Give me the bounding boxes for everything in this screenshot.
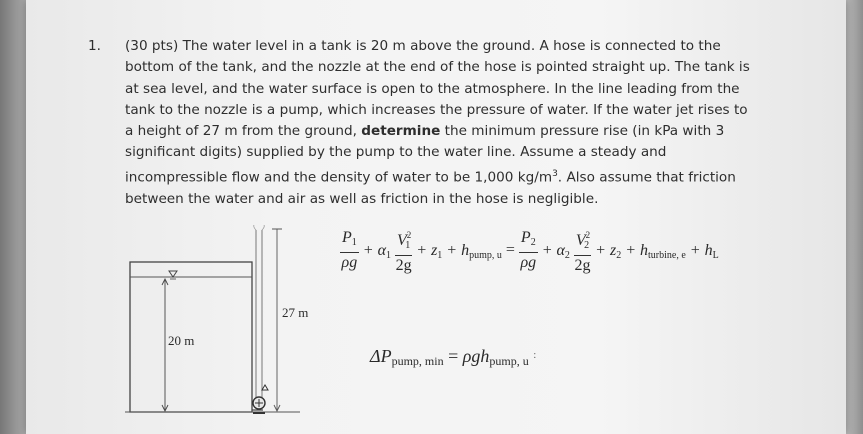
h-turbine-symbol: + h bbox=[625, 241, 648, 259]
h-loss-subscript: L bbox=[712, 249, 719, 261]
p2-subscript: 2 bbox=[530, 237, 536, 248]
z2-term bbox=[595, 242, 621, 259]
z1-subscript: 1 bbox=[437, 249, 443, 261]
rho-g-denominator: ρg bbox=[341, 254, 358, 271]
problem-line: between the water and air as well as friction in the hose is negligible. bbox=[125, 190, 599, 207]
problem-line bbox=[125, 121, 750, 142]
alpha1-subscript: 1 bbox=[385, 249, 391, 261]
v2-symbol: V bbox=[575, 232, 586, 249]
h-turbine-subscript: turbine, e bbox=[648, 249, 686, 261]
z1-symbol: + z bbox=[416, 241, 438, 259]
alpha2-subscript: 2 bbox=[564, 249, 570, 261]
cubed-superscript: 3 bbox=[552, 168, 558, 179]
head-loss-term bbox=[690, 242, 719, 259]
equals-sign: = bbox=[505, 241, 515, 259]
h-loss-symbol: + h bbox=[689, 241, 713, 259]
velocity-head-1 bbox=[395, 226, 412, 276]
pump-head-term bbox=[446, 242, 502, 259]
problem-text bbox=[125, 36, 750, 210]
rho-g-denominator: ρg bbox=[520, 254, 537, 271]
energy-equation bbox=[340, 226, 719, 276]
tank-figure bbox=[125, 225, 305, 425]
problem-line: at sea level, and the water surface is open to the atmosphere. In the line leading from the bbox=[125, 80, 740, 97]
water-jet bbox=[254, 225, 265, 230]
rho-g-h-subscript: pump, u bbox=[489, 354, 529, 368]
v1-exponent: 2 bbox=[406, 230, 412, 240]
v1-subscript: 1 bbox=[405, 240, 411, 251]
jet-height-label: 27 m bbox=[282, 305, 309, 320]
alpha1-term bbox=[363, 242, 391, 259]
z2-symbol: + z bbox=[595, 241, 617, 259]
problem-number: 1. bbox=[88, 38, 101, 54]
equals-sign: = bbox=[448, 346, 459, 366]
v2-subscript: 2 bbox=[584, 240, 590, 251]
z1-term bbox=[416, 242, 442, 259]
two-g-denominator: 2g bbox=[574, 257, 591, 274]
pressure-head-2 bbox=[519, 229, 538, 273]
rho-g-h-symbol: ρgh bbox=[462, 346, 490, 366]
v1-symbol: V bbox=[396, 232, 407, 249]
problem-line-segment: a height of 27 m from the ground, bbox=[125, 123, 357, 140]
two-g-denominator: 2g bbox=[395, 257, 412, 274]
problem-line: tank to the nozzle is a pump, which increases the pressure of water. If the water jet rises to bbox=[125, 101, 748, 118]
pressure-head-1 bbox=[340, 229, 359, 273]
problem-line-segment: incompressible flow and the density of water to be 1,000 kg/m bbox=[125, 169, 553, 186]
p2-symbol: P bbox=[520, 229, 531, 246]
alpha2-symbol: + α bbox=[541, 241, 565, 259]
problem-line: significant digits) supplied by the pump to the water line. Assume a steady and bbox=[125, 144, 667, 161]
velocity-head-2 bbox=[574, 226, 591, 276]
z2-subscript: 2 bbox=[616, 249, 622, 261]
alpha2-term bbox=[542, 242, 570, 259]
h-pump-symbol: + h bbox=[446, 241, 470, 259]
tank-height-label: 20 m bbox=[168, 333, 195, 348]
h-pump-subscript: pump, u bbox=[469, 249, 502, 261]
determine-keyword: determine bbox=[361, 123, 441, 140]
colon-mark: : bbox=[533, 349, 537, 361]
problem-line-segment: the minimum pressure rise (in kPa with 3 bbox=[444, 123, 725, 140]
alpha1-symbol: + α bbox=[362, 241, 386, 259]
water-level-symbol bbox=[169, 271, 177, 277]
turbine-head-term bbox=[625, 242, 686, 259]
problem-line: (30 pts) The water level in a tank is 20 m above the ground. A hose is connected to the bbox=[125, 38, 721, 54]
p1-subscript: 1 bbox=[351, 237, 357, 248]
delta-p-subscript: pump, min bbox=[391, 354, 444, 368]
delta-p-symbol: ΔP bbox=[370, 346, 392, 366]
p1-symbol: P bbox=[342, 229, 352, 246]
problem-line-segment: . Also assume that friction bbox=[557, 169, 736, 186]
v2-exponent: 2 bbox=[585, 230, 591, 240]
problem-line: bottom of the tank, and the nozzle at the end of the hose is pointed straight up. The tank is bbox=[125, 59, 750, 76]
problem-line bbox=[125, 164, 750, 189]
delta-p-equation bbox=[370, 346, 536, 369]
